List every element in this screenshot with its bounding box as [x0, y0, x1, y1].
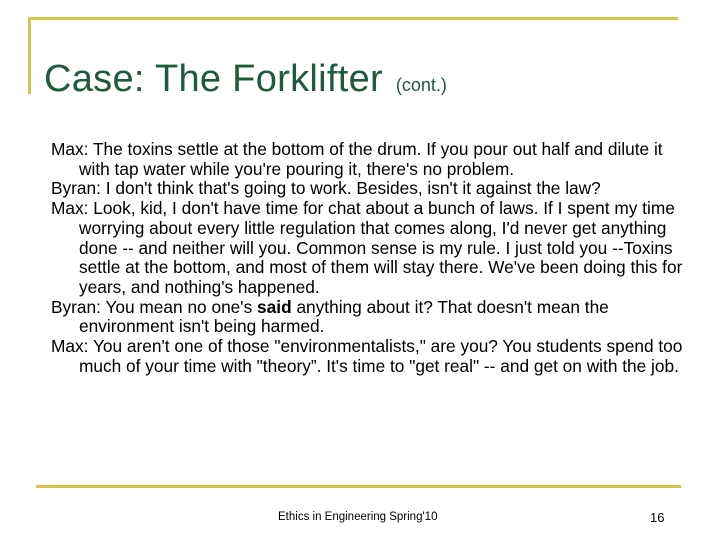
footer-rule [36, 485, 681, 488]
dialogue-line [51, 298, 686, 337]
left-border-rule [28, 17, 31, 94]
dialogue-line [51, 140, 686, 179]
footer-text: Ethics in Engineering Spring'10 [278, 511, 438, 523]
top-border-rule [28, 17, 678, 20]
slide-title-subtitle: (cont.) [395, 75, 447, 95]
slide-title [44, 58, 447, 101]
dialogue-line [51, 199, 686, 298]
speaker-name: Byran [51, 178, 97, 199]
dialogue-line [51, 337, 686, 376]
speaker-name: Max [51, 198, 84, 219]
slide-title-main: Case: The Forklifter [44, 58, 383, 100]
page-number: 16 [650, 510, 665, 525]
dialogue-text: : I don't think that's going to work. Besides, isn't it against the law? [96, 178, 601, 199]
dialogue-text: : Look, kid, I don't have time for chat about a bunch of laws. If I spent my time worrying about every little regulation that comes along, I'd never get anything done -- and neither will you. Common sense is my rule. I just told you --Toxins settle at the bottom, and most of them will stay there. We've been doing this for years, and nothing's happened. [79, 198, 683, 297]
dialogue-text: : You mean no one's [96, 296, 258, 317]
speaker-name: Max [51, 139, 84, 159]
dialogue-text: anything about it? That doesn't mean the environment isn't being harmed. [79, 296, 609, 337]
emphasized-word: said [257, 296, 292, 317]
dialogue-text: : The toxins settle at the bottom of the drum. If you pour out half and dilute it with tap water while you're pouring it, there's no problem. [79, 139, 663, 179]
dialogue-line [51, 179, 686, 199]
dialogue-body [51, 140, 686, 376]
speaker-name: Max [51, 336, 84, 357]
speaker-name: Byran [51, 296, 97, 317]
dialogue-text: : You aren't one of those "environmentalists," are you? You students spend too much of your time with "theory”. It's time to "get real" -- and get on with the job. [79, 336, 683, 376]
